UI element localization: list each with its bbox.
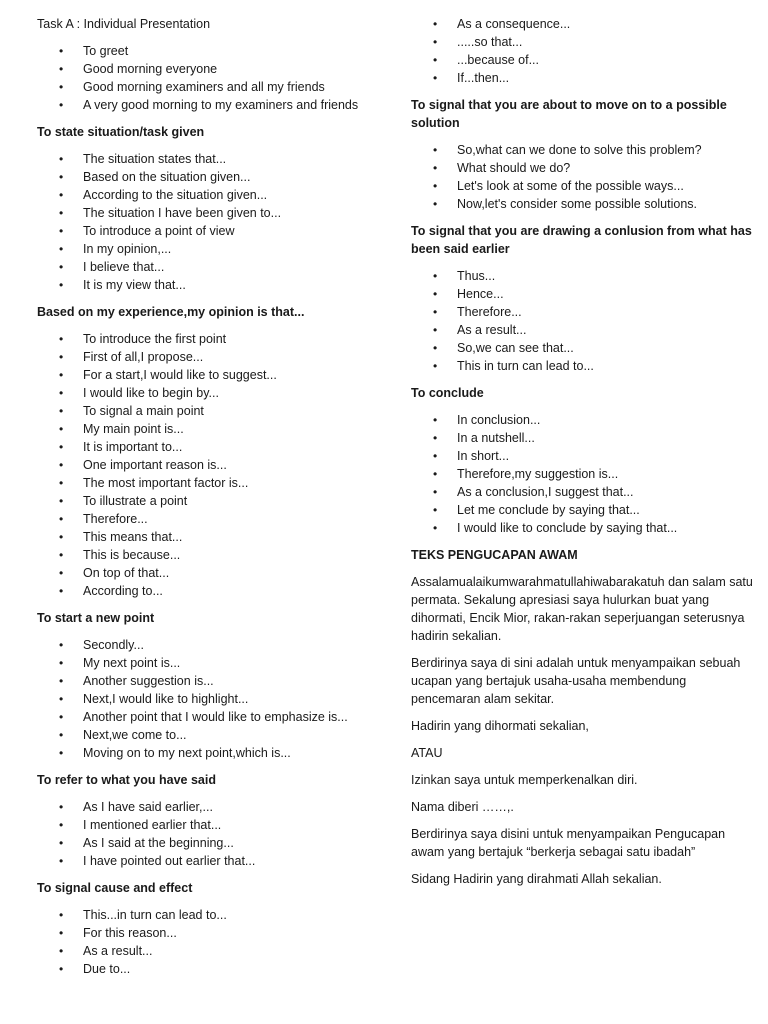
page-title: Task A : Individual Presentation xyxy=(37,17,211,31)
solution-heading: To signal that you are about to move on to a possible solution xyxy=(411,98,727,130)
list-item: • On top of that... xyxy=(83,564,382,582)
new-point-list xyxy=(37,636,382,762)
list-item: • One important reason is... xyxy=(83,456,382,474)
list-item: • Thus... xyxy=(457,267,756,285)
list-item: • For this reason... xyxy=(83,924,382,942)
list-item: • This means that... xyxy=(83,528,382,546)
list-item: • This is because... xyxy=(83,546,382,564)
speech-paragraph: Berdirinya saya disini untuk menyampaikan Pengucapan awam yang bertajuk “berkerja sebagai satu ibadah” xyxy=(411,827,726,859)
solution-list xyxy=(411,141,756,213)
list-item: • The situation I have been given to... xyxy=(83,204,382,222)
greet-list xyxy=(37,42,382,114)
speech-heading: TEKS PENGUCAPAN AWAM xyxy=(411,548,578,562)
right-column xyxy=(411,15,756,897)
list-item: • As a conclusion,I suggest that... xyxy=(457,483,756,501)
list-item: • Next,we come to... xyxy=(83,726,382,744)
list-item: • Next,I would like to highlight... xyxy=(83,690,382,708)
list-item: • According to the situation given... xyxy=(83,186,382,204)
speech-paragraph: ATAU xyxy=(411,746,443,760)
list-item: • In a nutshell... xyxy=(457,429,756,447)
situation-heading: To state situation/task given xyxy=(37,125,205,139)
list-item: • To signal a main point xyxy=(83,402,382,420)
list-item: • My main point is... xyxy=(83,420,382,438)
conclude-heading: To conclude xyxy=(411,386,484,400)
conclude-list xyxy=(411,411,756,537)
list-item: • In short... xyxy=(457,447,756,465)
drawing-conclusion-list xyxy=(411,267,756,375)
list-item: • ...because of... xyxy=(457,51,756,69)
list-item: • .....so that... xyxy=(457,33,756,51)
list-item: • Let me conclude by saying that... xyxy=(457,501,756,519)
speech-paragraph: Izinkan saya untuk memperkenalkan diri. xyxy=(411,773,638,787)
list-item: • For a start,I would like to suggest... xyxy=(83,366,382,384)
refer-heading: To refer to what you have said xyxy=(37,773,216,787)
cause-effect-heading: To signal cause and effect xyxy=(37,881,193,895)
left-column xyxy=(37,15,382,987)
list-item: • My next point is... xyxy=(83,654,382,672)
list-item: • In conclusion... xyxy=(457,411,756,429)
list-item: • So,we can see that... xyxy=(457,339,756,357)
list-item: • Another point that I would like to emphasize is... xyxy=(83,708,382,726)
speech-paragraph: Hadirin yang dihormati sekalian, xyxy=(411,719,589,733)
list-item: • I believe that... xyxy=(83,258,382,276)
list-item: • To illustrate a point xyxy=(83,492,382,510)
drawing-conclusion-heading: To signal that you are drawing a conlusion from what has been said earlier xyxy=(411,224,752,256)
list-item: • To introduce a point of view xyxy=(83,222,382,240)
speech-paragraphs xyxy=(411,573,756,888)
list-item: • I mentioned earlier that... xyxy=(83,816,382,834)
list-item: • According to... xyxy=(83,582,382,600)
speech-paragraph: Nama diberi ……,. xyxy=(411,800,514,814)
experience-heading: Based on my experience,my opinion is that... xyxy=(37,305,305,319)
list-item: • As I have said earlier,... xyxy=(83,798,382,816)
list-item: • As a consequence... xyxy=(457,15,756,33)
speech-paragraph: Sidang Hadirin yang dirahmati Allah sekalian. xyxy=(411,872,662,886)
list-item: • First of all,I propose... xyxy=(83,348,382,366)
list-item: • Good morning examiners and all my friends xyxy=(83,78,382,96)
list-item: • So,what can we done to solve this problem? xyxy=(457,141,756,159)
list-item: • The situation states that... xyxy=(83,150,382,168)
list-item: • Now,let's consider some possible solutions. xyxy=(457,195,756,213)
experience-list xyxy=(37,330,382,600)
list-item: • I would like to conclude by saying that... xyxy=(457,519,756,537)
list-item: • If...then... xyxy=(457,69,756,87)
list-item: • I have pointed out earlier that... xyxy=(83,852,382,870)
list-item: • Another suggestion is... xyxy=(83,672,382,690)
list-item: • Moving on to my next point,which is... xyxy=(83,744,382,762)
list-item: • As a result... xyxy=(457,321,756,339)
new-point-heading: To start a new point xyxy=(37,611,155,625)
refer-list xyxy=(37,798,382,870)
cause-effect-continued-list xyxy=(411,15,756,87)
list-item: • I would like to begin by... xyxy=(83,384,382,402)
cause-effect-list xyxy=(37,906,382,978)
list-item: • A very good morning to my examiners and friends xyxy=(83,96,382,114)
list-item: • To greet xyxy=(83,42,382,60)
list-item: • Hence... xyxy=(457,285,756,303)
list-item: • As a result... xyxy=(83,942,382,960)
list-item: • Therefore,my suggestion is... xyxy=(457,465,756,483)
list-item: • To introduce the first point xyxy=(83,330,382,348)
list-item: • As I said at the beginning... xyxy=(83,834,382,852)
speech-paragraph: Berdirinya saya di sini adalah untuk menyampaikan sebuah ucapan yang bertajuk usaha-usaha membendung pencemaran alam sekitar. xyxy=(411,656,741,706)
list-item: • What should we do? xyxy=(457,159,756,177)
list-item: • Due to... xyxy=(83,960,382,978)
list-item: • Good morning everyone xyxy=(83,60,382,78)
speech-paragraph: Assalamualaikumwarahmatullahiwabarakatuh dan salam satu permata. Sekalung apresiasi saya hulurkan buat yang dihormati, Encik Mior, rakan-rakan seperjuangan seterusnya hadirin sekalian. xyxy=(411,575,753,643)
list-item: • The most important factor is... xyxy=(83,474,382,492)
list-item: • Secondly... xyxy=(83,636,382,654)
list-item: • It is important to... xyxy=(83,438,382,456)
list-item: • Let's look at some of the possible ways... xyxy=(457,177,756,195)
list-item: • This...in turn can lead to... xyxy=(83,906,382,924)
list-item: • In my opinion,... xyxy=(83,240,382,258)
situation-list xyxy=(37,150,382,294)
list-item: • Therefore... xyxy=(83,510,382,528)
list-item: • Therefore... xyxy=(457,303,756,321)
list-item: • This in turn can lead to... xyxy=(457,357,756,375)
list-item: • It is my view that... xyxy=(83,276,382,294)
list-item: • Based on the situation given... xyxy=(83,168,382,186)
